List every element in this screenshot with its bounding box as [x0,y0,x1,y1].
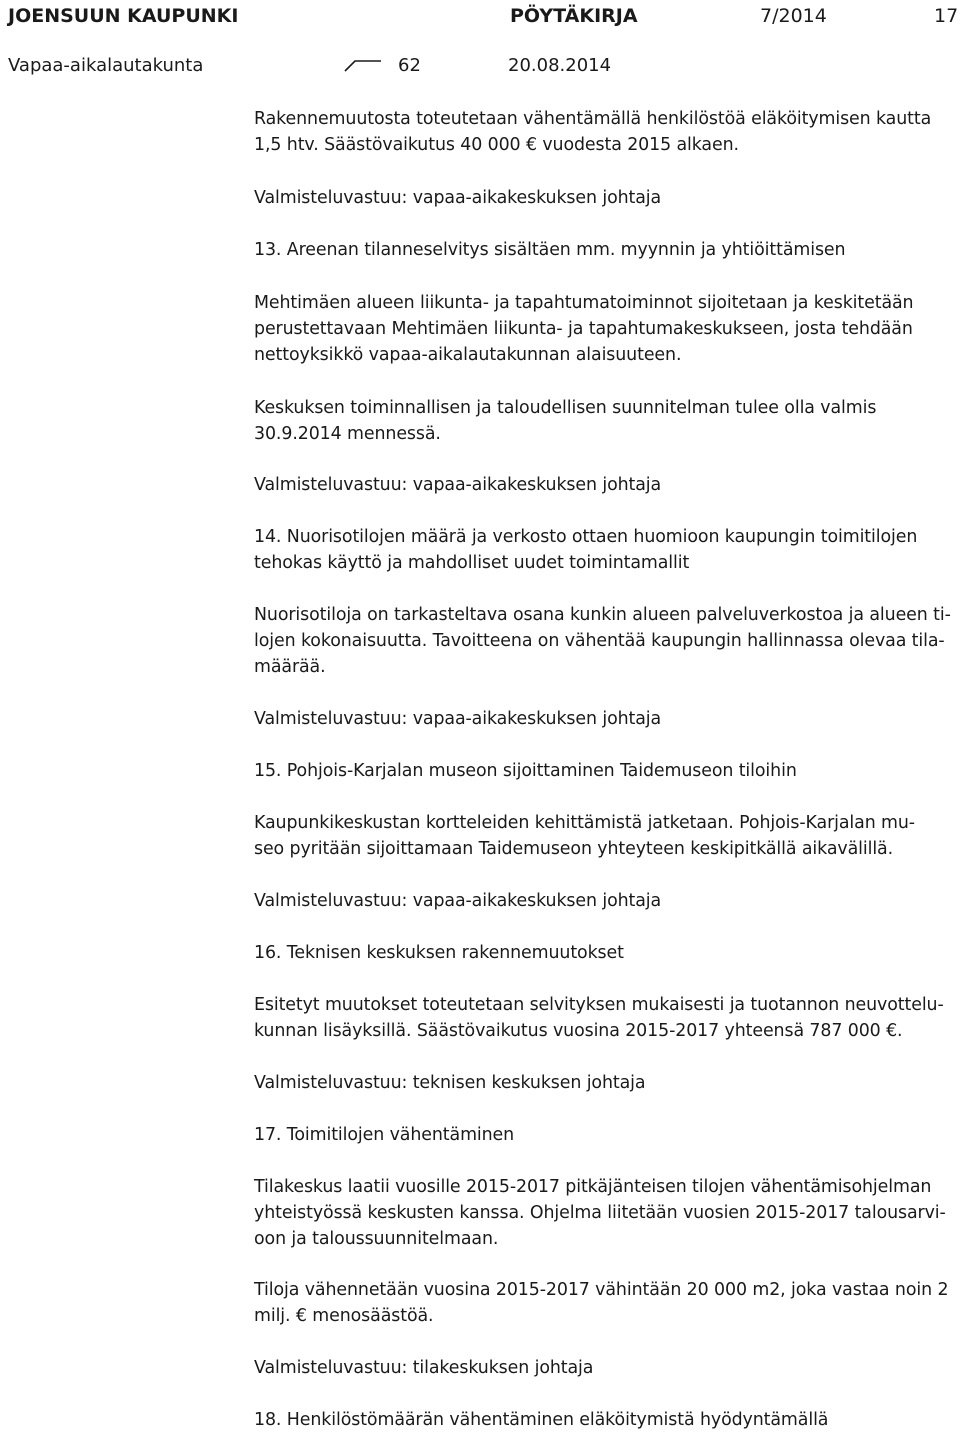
item-heading: 14. Nuorisotilojen määrä ja verkosto ottaen huomioon kaupungin toimitilojen [254,527,918,547]
item-heading: 16. Teknisen keskuksen rakennemuutokset [254,943,624,963]
body-line: Rakennemuutosta toteutetaan vähentämällä henkilöstöä eläköitymisen kautta [254,109,932,129]
body-line: milj. € menosäästöä. [254,1306,434,1326]
body-line: 30.9.2014 mennessä. [254,424,441,444]
body-line: Nuorisotiloja on tarkasteltava osana kunkin alueen palveluverkostoa ja alueen ti- [254,605,951,625]
body-line: kunnan lisäyksillä. Säästövaikutus vuosina 2015-2017 yhteensä 787 000 €. [254,1021,903,1041]
body-line: Tiloja vähennetään vuosina 2015-2017 vähintään 20 000 m2, joka vastaa noin 2 [254,1280,949,1300]
item-heading: 18. Henkilöstömäärän vähentäminen eläköitymistä hyödyntämällä [254,1410,829,1430]
body-line: määrää. [254,657,326,677]
body-line: 1,5 htv. Säästövaikutus 40 000 € vuodesta 2015 alkaen. [254,135,739,155]
body-line: Keskuksen toiminnallisen ja taloudellisen suunnitelman tulee olla valmis [254,398,877,418]
page-number: 17 [934,5,959,27]
committee-name: Vapaa-aikalautakunta [8,55,204,76]
section-mark-icon [343,59,383,73]
responsibility-line: Valmisteluvastuu: vapaa-aikakeskuksen johtaja [254,709,662,729]
item-heading: 13. Areenan tilanneselvitys sisältäen mm. myynnin ja yhtiöittämisen [254,240,846,260]
body-line: seo pyritään sijoittamaan Taidemuseon yhteyteen keskipitkällä aikavälillä. [254,839,894,859]
item-heading: tehokas käyttö ja mahdolliset uudet toimintamallit [254,553,690,573]
item-heading: 15. Pohjois-Karjalan museon sijoittaminen Taidemuseon tiloihin [254,761,797,781]
section-number: 62 [398,55,421,76]
responsibility-line: Valmisteluvastuu: vapaa-aikakeskuksen johtaja [254,891,662,911]
meeting-date: 20.08.2014 [508,55,612,76]
item-heading: 17. Toimitilojen vähentäminen [254,1125,515,1145]
body-line: Kaupunkikeskustan kortteleiden kehittämistä jatketaan. Pohjois-Karjalan mu- [254,813,915,833]
body-line: Tilakeskus laatii vuosille 2015-2017 pitkäjänteisen tilojen vähentämisohjelman [254,1177,932,1197]
responsibility-line: Valmisteluvastuu: tilakeskuksen johtaja [254,1358,594,1378]
document-type: PÖYTÄKIRJA [510,5,638,27]
organization-name: JOENSUUN KAUPUNKI [8,5,239,27]
responsibility-line: Valmisteluvastuu: vapaa-aikakeskuksen johtaja [254,188,662,208]
body-line: Mehtimäen alueen liikunta- ja tapahtumatoiminnot sijoitetaan ja keskitetään [254,293,914,313]
responsibility-line: Valmisteluvastuu: vapaa-aikakeskuksen johtaja [254,475,662,495]
document-number: 7/2014 [760,5,827,27]
body-line: yhteistyössä keskusten kanssa. Ohjelma liitetään vuosien 2015-2017 talousarvi- [254,1203,946,1223]
body-line: Esitetyt muutokset toteutetaan selvityksen mukaisesti ja tuotannon neuvottelu- [254,995,944,1015]
body-line: perustettavaan Mehtimäen liikunta- ja tapahtumakeskukseen, josta tehdään [254,319,913,339]
body-line: nettoyksikkö vapaa-aikalautakunnan alaisuuteen. [254,345,682,365]
body-line: lojen kokonaisuutta. Tavoitteena on vähentää kaupungin hallinnassa olevaa tila- [254,631,945,651]
responsibility-line: Valmisteluvastuu: teknisen keskuksen johtaja [254,1073,646,1093]
body-line: oon ja taloussuunnitelmaan. [254,1229,499,1249]
